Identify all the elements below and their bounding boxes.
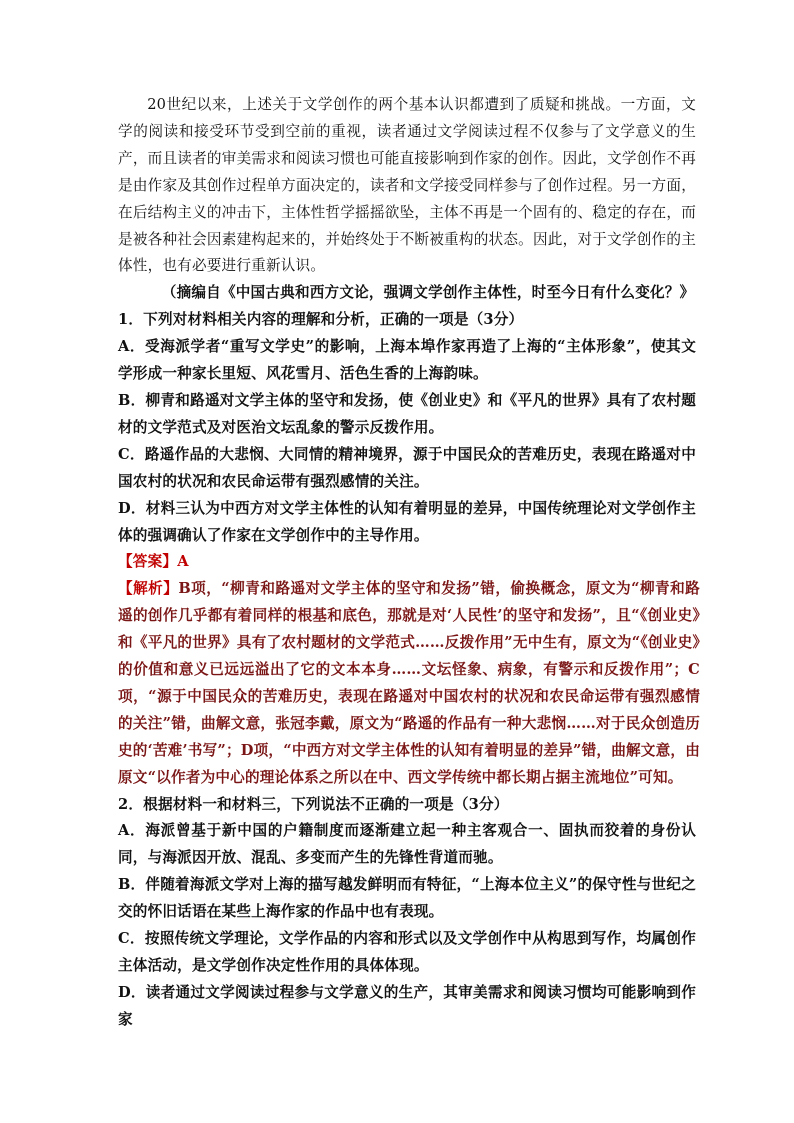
passage-paragraph: 20世纪以来，上述关于文学创作的两个基本认识都遭到了质疑和挑战。一方面，文学的阅读和接受环节受到空前的重视，读者通过文学阅读过程不仅参与了文学意义的生产，而且读者的审美需求和阅读习惯也可能直接影响到作家的创作。因此，文学创作不再是由作家及其创作过程单方面决定的，读者和文学接受同样参与了创作过程。另一方面，在后结构主义的冲击下，主体性哲学摇摇欲坠，主体不再是一个固有的、稳定的存在，而是被各种社会因素建构起来的，并始终处于不断被重构的状态。因此，对于文学创作的主体性，也有必要进行重新认识。 [118,96,696,275]
question-2-stem: 2．根据材料一和材料三，下列说法不正确的一项是（3分） [118,795,509,813]
passage-source: （摘编自《中国古典和西方文论，强调文学创作主体性，时至今日有什么变化？》 [161,284,695,302]
question-1-answer [118,549,696,576]
question-2-option-b: B．伴随着海派文学对上海的描写越发鲜明而有特征，“上海本位主义”的保守性与世纪之交的怀旧话语在某些上海作家的作品中也有表现。 [118,876,696,921]
answer-tag: 【答案】 [118,553,178,571]
question-1-stem: 1．下列对材料相关内容的理解和分析，正确的一项是（3分） [118,311,524,329]
question-2-option-a: A．海派曾基于新中国的户籍制度而逐渐建立起一种主客观合一、固执而狡着的身份认同，与海派因开放、混乱、多变而产生的先锋性背道而驰。 [118,822,696,867]
question-2-option-d: D．读者通过文学阅读过程参与文学意义的生产，其审美需求和阅读习惯均可能影响到作家 [118,983,696,1028]
question-1-option-b: B．柳青和路遥对文学主体的坚守和发扬，使《创业史》和《平凡的世界》具有了农村题材的文学范式及对医治文坛乱象的警示反拨作用。 [118,391,696,436]
question-1-option-a: A．受海派学者“重写文学史”的影响，上海本埠作家再造了上海的“主体形象”，使其文学形成一种家长里短、风花雪月、活色生香的上海韵味。 [118,338,696,383]
answer-value: A [177,553,189,571]
question-1-analysis [118,576,700,791]
document-content [118,92,700,1034]
analysis-tag: 【解析】 [118,580,179,598]
analysis-text: B项，“柳青和路遥对文学主体的坚守和发扬”错，偷换概念，原文为“柳青和路遥的创作几乎都有着同样的根基和底色，那就是对‘人民性’的坚守和发扬”，且“《创业史》和《平凡的世界》具有了农村题材的文学范式……反拨作用”无中生有，原文为“《创业史》的价值和意义已远远溢出了它的文本本身……文坛怪象、病象，有警示和反拨作用”；C项，“源于中国民众的苦难历史，表现在路遥对中国农村的状况和农民命运带有强烈感情的关注”错，曲解文意，张冠李戴，原文为“路遥的作品有一种大悲悯……对于民众创造历史的‘苦难’书写”；D项，“中西方对文学主体性的认知有着明显的差异”错，曲解文意，由原文“以作者为中心的理论体系之所以在中、西文学传统中都长期占据主流地位”可知。 [118,580,700,786]
question-1-option-d: D．材料三认为中西方对文学主体性的认知有着明显的差异，中国传统理论对文学创作主体的强调确认了作家在文学创作中的主导作用。 [118,499,696,544]
question-1-option-c: C．路遥作品的大悲悯、大同情的精神境界，源于中国民众的苦难历史，表现在路遥对中国农村的状况和农民命运带有强烈感情的关注。 [118,445,696,490]
question-2-option-c: C．按照传统文学理论，文学作品的内容和形式以及文学创作中从构思到写作，均属创作主体活动，是文学创作决定性作用的具体体现。 [118,930,696,974]
